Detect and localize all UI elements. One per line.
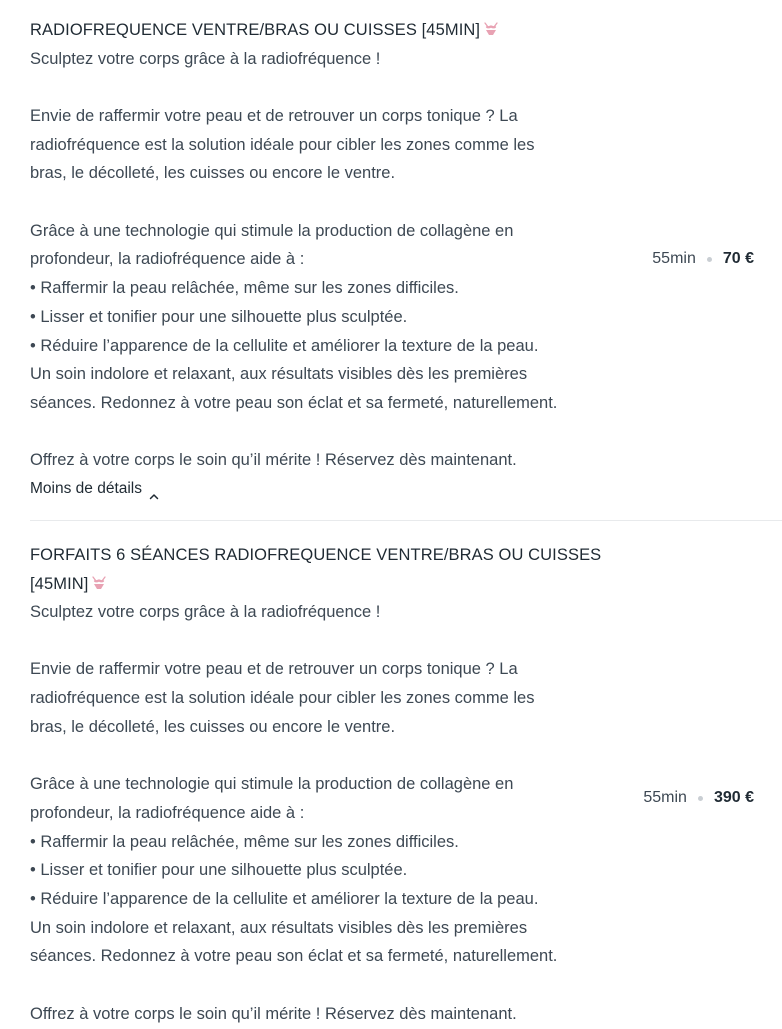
description-line: profondeur, la radiofréquence aide à :	[30, 250, 305, 269]
service-duration: 55min	[643, 789, 687, 806]
spacer	[30, 742, 610, 771]
description-line: Offrez à votre corps le soin qu’il mérite ! Réservez dès maintenant.	[30, 451, 517, 470]
description-line: radiofréquence est la solution idéale pour cibler les zones comme les	[30, 689, 535, 708]
description-line: profondeur, la radiofréquence aide à :	[30, 803, 305, 822]
service-title-text: FORFAITS 6 SÉANCES RADIOFREQUENCE VENTRE/BRAS OU CUISSES [45MIN]	[30, 546, 602, 593]
service-item[interactable]	[0, 521, 782, 1029]
service-meta	[643, 788, 754, 808]
service-subtitle: Sculptez votre corps grâce à la radiofréquence !	[30, 49, 381, 68]
spacer	[30, 971, 610, 1000]
bikini-icon	[92, 571, 106, 585]
description-bullet: • Lisser et tonifier pour une silhouette plus sculptée.	[30, 307, 408, 326]
service-price: 70 €	[722, 250, 754, 267]
description-bullet: • Raffermir la peau relâchée, même sur les zones difficiles.	[30, 832, 459, 851]
description-line: séances. Redonnez à votre peau son éclat et sa fermeté, naturellement.	[30, 947, 558, 966]
description-line: séances. Redonnez à votre peau son éclat et sa fermeté, naturellement.	[30, 393, 558, 412]
description-line: Offrez à votre corps le soin qu’il mérite ! Réservez dès maintenant.	[30, 1004, 517, 1023]
service-title-text: RADIOFREQUENCE VENTRE/BRAS OU CUISSES [45MIN]	[30, 21, 481, 39]
service-title[interactable]	[30, 16, 605, 45]
service-subtitle: Sculptez votre corps grâce à la radiofréquence !	[30, 603, 381, 621]
description-line: Un soin indolore et relaxant, aux résultats visibles dès les premières	[30, 918, 528, 937]
description-line: bras, le décolleté, les cuisses ou encore le ventre.	[30, 717, 396, 736]
description-bullet: • Lisser et tonifier pour une silhouette plus sculptée.	[30, 861, 408, 880]
less-details-button[interactable]	[30, 475, 159, 503]
separator-dot	[707, 257, 712, 262]
spacer	[30, 73, 610, 102]
spacer	[30, 627, 610, 656]
description-line: Envie de raffermir votre peau et de retrouver un corps tonique ? La	[30, 106, 518, 125]
description-bullet: • Réduire l’apparence de la cellulite et améliorer la texture de la peau.	[30, 890, 539, 908]
spacer	[30, 418, 610, 447]
description-line: bras, le décolleté, les cuisses ou encore le ventre.	[30, 164, 396, 183]
description-bullet: • Raffermir la peau relâchée, même sur les zones difficiles.	[30, 279, 459, 298]
description-line: Envie de raffermir votre peau et de retrouver un corps tonique ? La	[30, 660, 518, 679]
description-line: radiofréquence est la solution idéale pour cibler les zones comme les	[30, 135, 535, 154]
description-bullet: • Réduire l’apparence de la cellulite et améliorer la texture de la peau.	[30, 336, 539, 355]
service-duration: 55min	[652, 250, 696, 267]
bikini-icon	[484, 17, 498, 31]
description-line: Grâce à une technologie qui stimule la production de collagène en	[30, 221, 514, 240]
separator-dot	[698, 796, 703, 801]
service-description	[30, 45, 610, 476]
less-details-label: Moins de détails	[30, 480, 143, 497]
service-meta	[652, 249, 754, 269]
spacer	[30, 188, 610, 217]
service-price: 390 €	[713, 789, 754, 806]
description-line: Grâce à une technologie qui stimule la production de collagène en	[30, 775, 514, 794]
service-title[interactable]	[30, 541, 605, 598]
description-line: Un soin indolore et relaxant, aux résultats visibles dès les premières	[30, 365, 528, 384]
service-description	[30, 598, 610, 1029]
chevron-up-icon	[149, 484, 159, 494]
